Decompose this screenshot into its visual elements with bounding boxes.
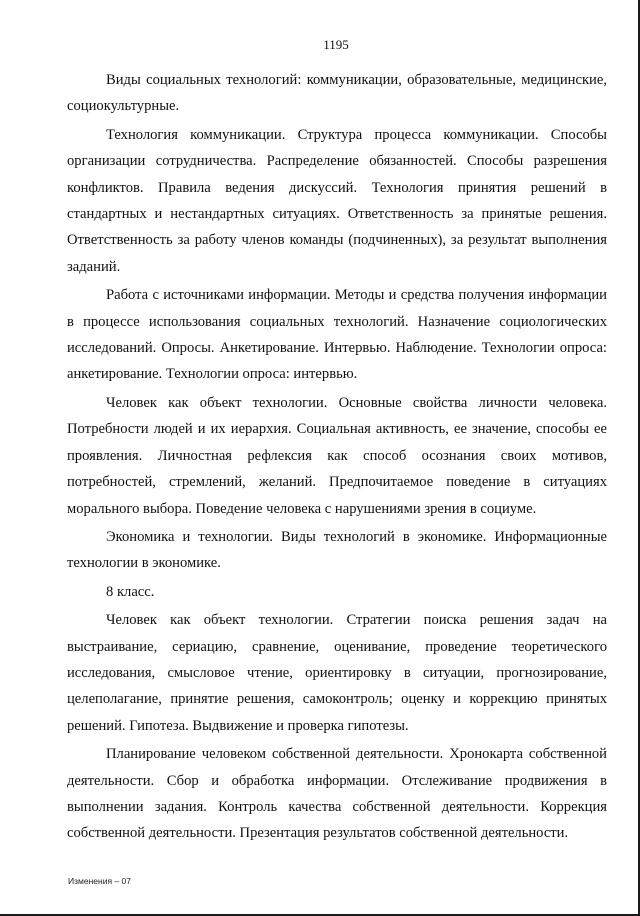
paragraph-self-planning: Планирование человеком собственной деятельности. Хронокарта собственной деятельности. Сбор и обработка информации. Отслеживание продвижения в выполнении задания. Контроль качества собственной деятельности. Коррекция собственной деятельности. Презентация результатов собственной деятельности. bbox=[67, 746, 607, 842]
paragraph-information-sources: Работа с источниками информации. Методы и средства получения информации в процессе использования социальных технологий. Назначение социологических исследований. Опросы. Анкетирование. Интервью. Наблюдение. Технологии опроса: анкетирование. Технологии опроса: интервью. bbox=[67, 287, 607, 383]
paragraph-problem-solving: Человек как объект технологии. Стратегии поиска решения задач на выстраивание, сериацию, сравнение, оценивание, проведение теоретического исследования, смысловое чтение, ориентировку в ситуации, прогнозирование, целеполагание, принятие решения, самоконтроль; оценку и коррекцию принятых решений. Гипотеза. Выдвижение и проверка гипотезы. bbox=[67, 612, 607, 734]
paragraph-economics: Экономика и технологии. Виды технологий в экономике. Информационные технологии в экономике. bbox=[67, 528, 607, 572]
paragraph-social-technologies: Виды социальных технологий: коммуникации, образовательные, медицинские, социокультурные. bbox=[67, 72, 607, 115]
document-body bbox=[67, 67, 607, 847]
page-number: 1195 bbox=[323, 37, 349, 52]
paragraph-communication-technology: Технология коммуникации. Структура процесса коммуникации. Способы организации сотрудничества. Распределение обязанностей. Способы разрешения конфликтов. Правила ведения дискуссий. Технология принятия решений в стандартных и нестандартных ситуациях. Ответственность за принятые решения. Ответственность за работу членов команды (подчиненных), за результат выполнения заданий. bbox=[67, 126, 607, 275]
footer-revision-note: Изменения – 07 bbox=[68, 876, 131, 886]
grade-heading: 8 класс. bbox=[106, 583, 155, 600]
paragraph-human-as-object: Человек как объект технологии. Основные свойства личности человека. Потребности людей и их иерархия. Социальная активность, ее значение, способы ее проявления. Личностная рефлексия как способ осознания своих мотивов, потребностей, стремлений, желаний. Предпочитаемое поведение в ситуациях морального выбора. Поведение человека с нарушениями зрения в социуме. bbox=[67, 394, 607, 517]
